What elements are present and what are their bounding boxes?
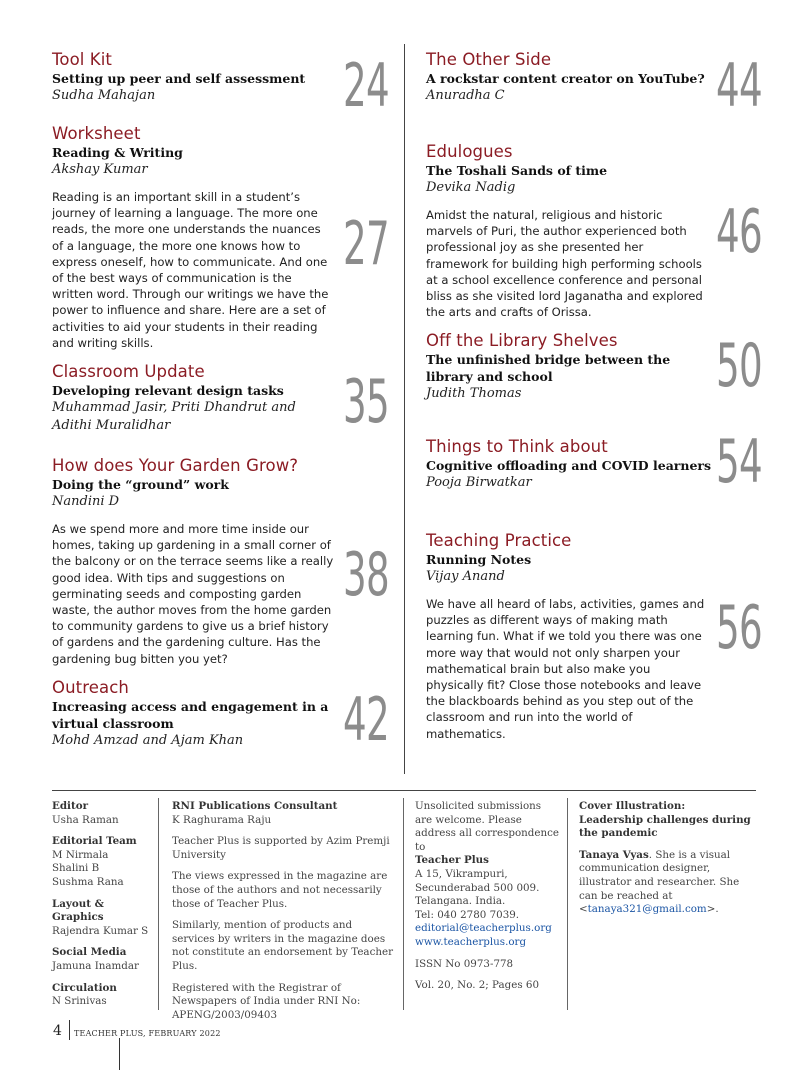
article-author: Muhammad Jasir, Priti Dhandrut and Adithi Muralidhar [52, 400, 296, 433]
article-author: Akshay Kumar [52, 162, 148, 177]
article-author: Nandini D [52, 494, 120, 509]
section-heading: Outreach [52, 678, 129, 697]
section-heading: The Other Side [426, 50, 552, 69]
credit-name: Shalini B [52, 862, 100, 875]
credit-label: RNI Publications Consultant [172, 800, 338, 812]
credit-name: Sushma Rana [52, 875, 124, 888]
article-author: Anuradha C [426, 88, 505, 103]
artist-bio-end: >. [706, 903, 719, 916]
disclaimer-views: The views expressed in the magazine are those of the authors and not necessarily those of Teacher Plus. [172, 870, 388, 910]
cover-title: Leadership challenges during the pandemic [579, 813, 751, 840]
page-number-46: 46 [716, 197, 763, 267]
credit-label: Editorial Team [52, 835, 137, 848]
website-link[interactable]: www.teacherplus.org [415, 935, 527, 948]
article-title: Cognitive offloading and COVID learners [426, 458, 712, 473]
credits-staff [52, 800, 156, 1017]
article-description: We have all heard of labs, activities, games and puzzles as different ways of making math learning fun. What if we told you there was one more way that would not only sharpen your mathematical brain but also make you physically fit? Close those notebooks and leave the blackboards behind as you step out of the classroom and run into the world of mathematics. [426, 597, 705, 741]
folio-page-number: 4 [53, 1023, 62, 1039]
article-title: Running Notes [426, 552, 532, 567]
footer-divider [69, 1020, 70, 1040]
section-heading: Teaching Practice [426, 531, 572, 550]
credits-col-divider [158, 798, 159, 1010]
page-number-42: 42 [343, 685, 390, 755]
toc-entry-things-to-think [426, 437, 716, 492]
credit-label: Layout & Graphics [52, 897, 104, 924]
credit-name: Usha Raman [52, 813, 119, 826]
article-author: Sudha Mahajan [52, 88, 156, 103]
artist-name: Tanaya Vyas [579, 848, 649, 861]
disclaimer-products: Similarly, mention of products and services by writers in the magazine does not constitute an endorsement by Teacher Plus. [172, 919, 393, 972]
article-title: The Toshali Sands of time [426, 163, 608, 178]
section-heading: Worksheet [52, 124, 141, 143]
article-author: Pooja Birwatkar [426, 475, 532, 490]
address-line: A 15, Vikrampuri, [415, 867, 508, 880]
credit-name: K Raghurama Raju [172, 813, 272, 826]
cover-label: Cover Illustration: [579, 800, 686, 812]
article-description: Reading is an important skill in a student’s journey of learning a language. The more one reads, the more one understands the nuances of a language, the more one knows how to express oneself, how to communicate. And one of the best ways of communication is the written word. Through our writings we have the power to influence and share. Here are a set of activities to aid your students in their reading and writing skills. [52, 190, 329, 350]
article-title: The unfinished bridge between the library and school [426, 352, 671, 384]
article-title: Reading & Writing [52, 145, 183, 160]
email-link[interactable]: editorial@teacherplus.org [415, 922, 552, 935]
credits-divider [52, 790, 756, 791]
credits-col-divider [403, 798, 404, 1010]
page-number-44: 44 [716, 51, 763, 121]
article-title: Setting up peer and self assessment [52, 71, 306, 86]
page-number-50: 50 [716, 331, 763, 401]
credit-label: Social Media [52, 946, 127, 959]
credit-name: M Nirmala [52, 848, 109, 861]
section-heading: Edulogues [426, 142, 513, 161]
address-line: Secunderabad 500 009. [415, 881, 540, 894]
toc-entry-garden [52, 456, 334, 667]
issn: ISSN No 0973-778 [415, 957, 514, 970]
section-heading: Tool Kit [52, 50, 112, 69]
support-note: Teacher Plus is supported by Azim Premji University [172, 835, 390, 861]
toc-entry-teaching-practice [426, 531, 708, 742]
article-author: Vijay Anand [426, 569, 505, 584]
article-author: Judith Thomas [426, 386, 522, 401]
phone-line: Tel: 040 2780 7039. [415, 908, 520, 921]
article-title: Developing relevant design tasks [52, 383, 284, 398]
credit-label: Circulation [52, 981, 117, 994]
org-name: Teacher Plus [415, 854, 489, 867]
toc-entry-tool-kit [52, 50, 342, 105]
article-title: Increasing access and engagement in a virtual classroom [52, 699, 329, 731]
folio-publication: TEACHER PLUS, FEBRUARY 2022 [74, 1029, 221, 1038]
toc-entry-library-shelves [426, 331, 704, 403]
address-line: Telangana. India. [415, 895, 506, 908]
page-number-38: 38 [343, 540, 390, 610]
section-heading: Classroom Update [52, 362, 205, 381]
column-divider [404, 44, 405, 774]
page-number-35: 35 [343, 367, 390, 437]
credits-col-divider [567, 798, 568, 1010]
credits-contact [415, 800, 561, 993]
credit-name: Jamuna Inamdar [52, 959, 139, 972]
article-description: As we spend more and more time inside our homes, taking up gardening in a small corner of the balcony or on the terrace seems like a really good idea. With tips and suggestions on germinating seeds and composting garden waste, the author moves from the home garden to community gardens to give us a brief history of gardens and the gardening culture. Has the gardening bug bitten you yet? [52, 522, 334, 666]
credit-name: N Srinivas [52, 995, 107, 1008]
page-number-27: 27 [343, 209, 390, 279]
cover-artist-bio [579, 849, 759, 917]
page-number-24: 24 [343, 51, 390, 121]
submissions-note: Unsolicited submissions are welcome. Please address all correspondence to [415, 800, 559, 853]
volume-info: Vol. 20, No. 2; Pages 60 [415, 979, 539, 992]
credit-label: Editor [52, 800, 89, 812]
toc-entry-edulogues [426, 142, 704, 320]
toc-entry-outreach [52, 678, 334, 750]
artist-email-link[interactable]: tanaya321@gmail.com [587, 903, 707, 916]
article-description: Amidst the natural, religious and historic marvels of Puri, the author experienced both professional joy as she presented her framework for building high performing schools at a school excellence conference and personal bliss as she visited lord Jaganatha and explored the arts and crafts of Orissa. [426, 208, 703, 320]
toc-entry-other-side [426, 50, 716, 105]
page-number-54: 54 [716, 427, 763, 497]
article-author: Devika Nadig [426, 180, 516, 195]
credits-publication-info [172, 800, 396, 1030]
credits-cover [579, 800, 759, 917]
section-heading: How does Your Garden Grow? [52, 456, 299, 475]
artist-bio: . She is a visual communication designer, illustrator and researcher. She can be reached at < [579, 848, 740, 916]
toc-entry-worksheet [52, 124, 334, 351]
article-title: Doing the “ground” work [52, 477, 229, 492]
section-heading: Off the Library Shelves [426, 331, 618, 350]
footer-divider-long [119, 1038, 120, 1070]
credit-name: Rajendra Kumar S [52, 924, 149, 937]
article-title: A rockstar content creator on YouTube? [426, 71, 705, 86]
toc-entry-classroom-update [52, 362, 334, 435]
section-heading: Things to Think about [426, 437, 608, 456]
article-author: Mohd Amzad and Ajam Khan [52, 733, 244, 748]
page-number-56: 56 [716, 593, 763, 663]
registration-note: Registered with the Registrar of Newspapers of India under RNI No: APENG/2003/09403 [172, 981, 361, 1021]
